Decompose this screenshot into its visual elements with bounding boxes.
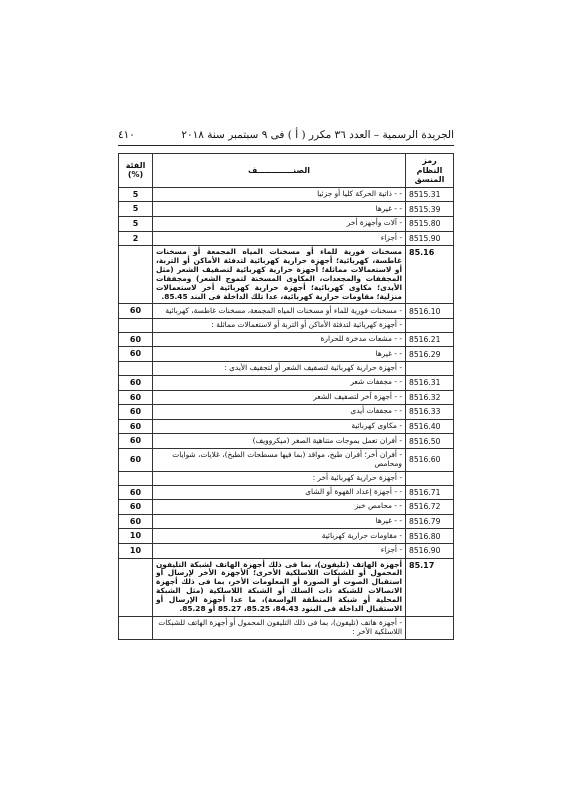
code-header-line2: المنسق <box>414 175 445 185</box>
hs-code-cell: 8516.79 <box>406 514 454 529</box>
rate-cell: 5 <box>119 202 153 217</box>
hs-code-cell: 8516.40 <box>406 419 454 434</box>
description-cell: - - غيرها <box>153 347 406 362</box>
description-cell: - - أجهزة إعداد القهوة أو الشاى <box>153 485 406 500</box>
description-cell: - أجزاء <box>153 231 406 246</box>
table-row <box>119 332 454 347</box>
hs-code-cell: 8516.31 <box>406 375 454 390</box>
rate-cell: 60 <box>119 304 153 319</box>
table-row <box>119 616 454 639</box>
hs-code-cell: 8516.50 <box>406 434 454 449</box>
table-row <box>119 362 454 376</box>
column-header-rate <box>119 154 153 188</box>
column-header-code <box>406 154 454 188</box>
page-number: ٤١٠ <box>118 129 135 141</box>
rate-cell: 60 <box>119 448 153 471</box>
header-title: الجريدة الرسمية – العدد ٣٦ مكرر ( أ ) فى ٩ سبتمبر سنة ٢٠١٨ <box>181 129 454 141</box>
description-cell: - أفران تعمل بموجات متناهية الصغر (ميكروويف) <box>153 434 406 449</box>
table-row <box>119 448 454 471</box>
description-cell: - - محامص خبز <box>153 500 406 515</box>
hs-code-cell: 8515.39 <box>406 202 454 217</box>
rate-cell <box>119 319 153 333</box>
rate-cell <box>119 246 153 304</box>
tariff-table <box>118 153 454 640</box>
table-row <box>119 434 454 449</box>
description-cell: أجهزة الهاتف (تليفون)، بما فى ذلك أجهزة الهاتف لشبكة التليفون المحمول أو للشبكات اللاسلكية الأخرى؛ الأجهزة الأخر لإرسال أو استقبال الصوت أو الصورة أو المعلومات الأخر، بما فى ذلك أجهزة الاتصالات للشبكة ذات السلك أو الشبكة اللاسلكية (مثل الشبكة المحلية أو شبكة المنطقة الواسعة)، ما عدا أجهزة الإرسال أو الاستقبال الداخلة فى البنود 84.43، 85.25، 85.27 أو 85.28. <box>153 558 406 616</box>
description-cell: - مقاومات حرارية كهربائية <box>153 529 406 544</box>
rate-header-line1: الفئة <box>125 160 146 170</box>
rate-cell <box>119 471 153 485</box>
header-rule <box>118 145 454 146</box>
rate-cell: 60 <box>119 434 153 449</box>
hs-code-cell: 8515.31 <box>406 187 454 202</box>
description-cell: - - أجهزة أخر لتصفيف الشعر <box>153 390 406 405</box>
rate-cell: 60 <box>119 514 153 529</box>
hs-code-cell: 8516.32 <box>406 390 454 405</box>
table-row <box>119 202 454 217</box>
rate-cell: 60 <box>119 419 153 434</box>
hs-code-cell: 8516.33 <box>406 405 454 420</box>
description-cell: - أجهزة حرارية كهربائية لتصفيف الشعر أو لتجفيف الأيدى : <box>153 362 406 376</box>
hs-code-cell: 8516.21 <box>406 332 454 347</box>
hs-code-cell <box>406 616 454 639</box>
code-header-line1: رمز النظام <box>416 156 443 175</box>
description-cell: - - غيرها <box>153 514 406 529</box>
description-cell: مسخنات فورية للماء أو مسخنات المياه المجمعة أو مسخنات غاطسة، كهربائية؛ أجهزة حرارية كهربائية لتدفئة الأماكن أو التربة، أو لاستعمالات مماثلة؛ أجهزة حرارية كهربائية لتصفيف الشعر (مثل المجففات والمجعدات، المكاوى المسخنة لتموج الشعر) ومجففات الأيدى؛ مكاوى كهربائية؛ أجهزة حرارية كهربائية أخر لاستعمالات منزلية؛ مقاومات حرارية كهربائية، عدا تلك الداخلة فى البند 85.45. <box>153 246 406 304</box>
table-row <box>119 231 454 246</box>
description-cell: - أجهزة كهربائية لتدفئة الأماكن أو التربة أو لاستعمالات مماثلة : <box>153 319 406 333</box>
hs-code-cell <box>406 362 454 376</box>
rate-cell: 60 <box>119 347 153 362</box>
heading-row <box>119 558 454 616</box>
heading-row <box>119 246 454 304</box>
description-cell: - أجهزة هاتف (تليفون)، بما فى ذلك التليفون المحمول أو أجهزة الهاتف للشبكات اللاسلكية الأخر : <box>153 616 406 639</box>
description-cell: - - ذاتية الحركة كليا أو جزئيا <box>153 187 406 202</box>
rate-cell: 5 <box>119 187 153 202</box>
description-cell: - مسخنات فورية للماء أو مسخنات المياه المجمعة، مسخنات غاطسة، كهربائية <box>153 304 406 319</box>
rate-cell: 60 <box>119 405 153 420</box>
description-cell: - أفران أخر؛ أفران طبخ، مواقد (بما فيها مسطحات الطبخ)، غلايات، شوايات ومحامص <box>153 448 406 471</box>
hs-code-cell: 8515.90 <box>406 231 454 246</box>
hs-code-cell: 8516.10 <box>406 304 454 319</box>
description-cell: - أجزاء <box>153 543 406 558</box>
hs-code-cell <box>406 471 454 485</box>
description-cell: - أجهزة حرارية كهربائية أخر : <box>153 471 406 485</box>
tariff-body <box>119 187 454 639</box>
description-cell: - - مجففات أيدى <box>153 405 406 420</box>
table-row <box>119 390 454 405</box>
rate-cell: 10 <box>119 529 153 544</box>
rate-cell: 2 <box>119 231 153 246</box>
rate-cell <box>119 616 153 639</box>
hs-code-cell: 85.16 <box>406 246 454 304</box>
description-cell: - - مجففات شعر <box>153 375 406 390</box>
hs-code-cell: 8516.71 <box>406 485 454 500</box>
hs-code-cell: 8516.90 <box>406 543 454 558</box>
table-row <box>119 375 454 390</box>
description-cell: - مكاوى كهربائية <box>153 419 406 434</box>
hs-code-cell: 8516.60 <box>406 448 454 471</box>
table-row <box>119 347 454 362</box>
table-row <box>119 485 454 500</box>
table-row <box>119 405 454 420</box>
hs-code-cell: 8516.72 <box>406 500 454 515</box>
rate-cell: 60 <box>119 485 153 500</box>
rate-cell: 60 <box>119 375 153 390</box>
table-row <box>119 471 454 485</box>
rate-cell: 60 <box>119 390 153 405</box>
hs-code-cell: 8516.29 <box>406 347 454 362</box>
hs-code-cell: 8516.80 <box>406 529 454 544</box>
rate-header-line2: (%) <box>127 170 144 180</box>
table-row <box>119 187 454 202</box>
table-row <box>119 419 454 434</box>
table-row <box>119 500 454 515</box>
table-row <box>119 543 454 558</box>
rate-cell: 60 <box>119 332 153 347</box>
table-row <box>119 529 454 544</box>
hs-code-cell: 8515.80 <box>406 216 454 231</box>
table-header-row <box>119 154 454 188</box>
rate-cell <box>119 558 153 616</box>
description-header-label: الصنـــــــــــــف <box>248 165 310 175</box>
rate-cell: 5 <box>119 216 153 231</box>
table-row <box>119 216 454 231</box>
column-header-description <box>153 154 406 188</box>
description-cell: - - مشعات مدخرة للحرارة <box>153 332 406 347</box>
description-cell: - - غيرها <box>153 202 406 217</box>
table-row <box>119 304 454 319</box>
page-header <box>118 127 454 143</box>
rate-cell: 10 <box>119 543 153 558</box>
table-row <box>119 319 454 333</box>
rate-cell: 60 <box>119 500 153 515</box>
hs-code-cell <box>406 319 454 333</box>
description-cell: - آلات وأجهزة أخر <box>153 216 406 231</box>
table-row <box>119 514 454 529</box>
hs-code-cell: 85.17 <box>406 558 454 616</box>
rate-cell <box>119 362 153 376</box>
